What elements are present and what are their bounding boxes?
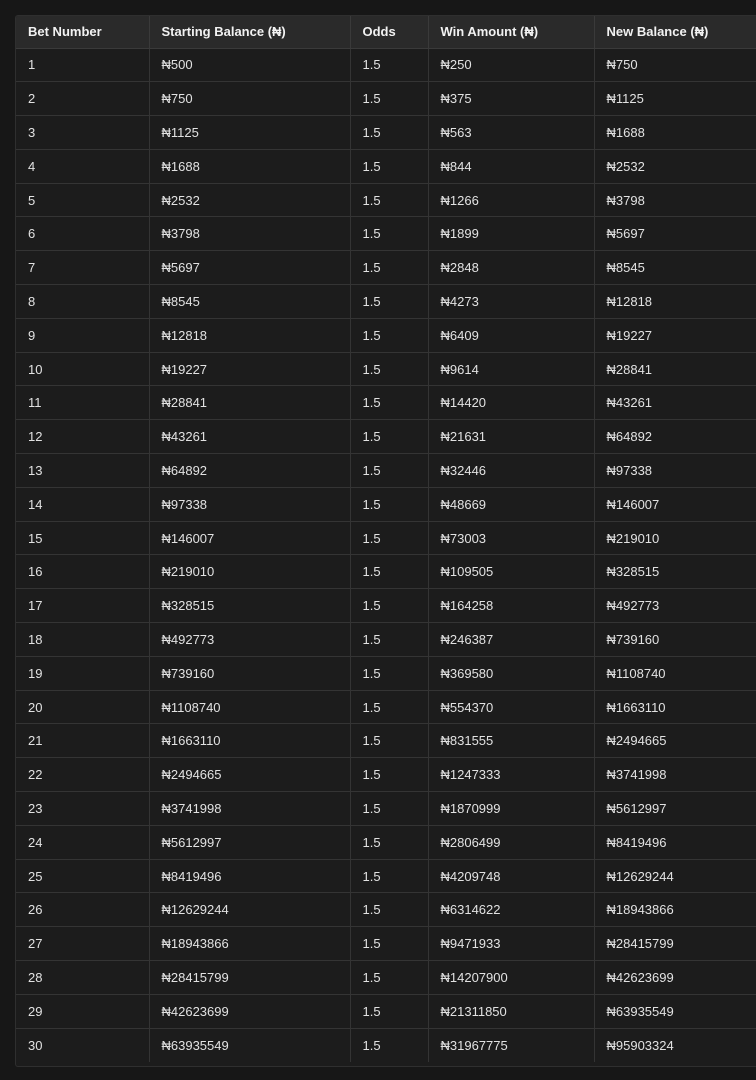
cell-win-amount: ₦2806499 bbox=[428, 825, 594, 859]
bet-table-container bbox=[15, 15, 756, 1067]
cell-new-balance: ₦64892 bbox=[594, 420, 756, 454]
cell-starting-balance: ₦219010 bbox=[149, 555, 350, 589]
table-row bbox=[16, 487, 756, 521]
cell-odds: 1.5 bbox=[350, 487, 428, 521]
cell-odds: 1.5 bbox=[350, 555, 428, 589]
cell-odds: 1.5 bbox=[350, 386, 428, 420]
cell-bet-number: 8 bbox=[16, 285, 149, 319]
cell-odds: 1.5 bbox=[350, 521, 428, 555]
table-row bbox=[16, 318, 756, 352]
cell-new-balance: ₦1125 bbox=[594, 82, 756, 116]
cell-starting-balance: ₦64892 bbox=[149, 454, 350, 488]
cell-bet-number: 23 bbox=[16, 792, 149, 826]
table-row bbox=[16, 420, 756, 454]
cell-odds: 1.5 bbox=[350, 825, 428, 859]
table-row bbox=[16, 183, 756, 217]
cell-win-amount: ₦563 bbox=[428, 116, 594, 150]
cell-win-amount: ₦4209748 bbox=[428, 859, 594, 893]
cell-bet-number: 16 bbox=[16, 555, 149, 589]
cell-starting-balance: ₦28841 bbox=[149, 386, 350, 420]
cell-odds: 1.5 bbox=[350, 352, 428, 386]
cell-win-amount: ₦1266 bbox=[428, 183, 594, 217]
cell-odds: 1.5 bbox=[350, 859, 428, 893]
cell-starting-balance: ₦750 bbox=[149, 82, 350, 116]
table-row bbox=[16, 521, 756, 555]
cell-bet-number: 12 bbox=[16, 420, 149, 454]
cell-bet-number: 22 bbox=[16, 758, 149, 792]
cell-bet-number: 29 bbox=[16, 994, 149, 1028]
cell-new-balance: ₦8545 bbox=[594, 251, 756, 285]
table-row bbox=[16, 149, 756, 183]
table-row bbox=[16, 285, 756, 319]
cell-starting-balance: ₦146007 bbox=[149, 521, 350, 555]
cell-win-amount: ₦9471933 bbox=[428, 927, 594, 961]
cell-odds: 1.5 bbox=[350, 623, 428, 657]
cell-odds: 1.5 bbox=[350, 217, 428, 251]
table-row bbox=[16, 1028, 756, 1062]
cell-win-amount: ₦21631 bbox=[428, 420, 594, 454]
cell-starting-balance: ₦2532 bbox=[149, 183, 350, 217]
cell-bet-number: 10 bbox=[16, 352, 149, 386]
cell-bet-number: 13 bbox=[16, 454, 149, 488]
cell-starting-balance: ₦2494665 bbox=[149, 758, 350, 792]
cell-bet-number: 30 bbox=[16, 1028, 149, 1062]
cell-win-amount: ₦6314622 bbox=[428, 893, 594, 927]
cell-odds: 1.5 bbox=[350, 116, 428, 150]
cell-bet-number: 24 bbox=[16, 825, 149, 859]
cell-win-amount: ₦375 bbox=[428, 82, 594, 116]
cell-odds: 1.5 bbox=[350, 758, 428, 792]
header-bet-number: Bet Number bbox=[16, 16, 149, 48]
cell-win-amount: ₦21311850 bbox=[428, 994, 594, 1028]
cell-odds: 1.5 bbox=[350, 285, 428, 319]
cell-new-balance: ₦328515 bbox=[594, 555, 756, 589]
cell-starting-balance: ₦1663110 bbox=[149, 724, 350, 758]
cell-win-amount: ₦6409 bbox=[428, 318, 594, 352]
cell-win-amount: ₦554370 bbox=[428, 690, 594, 724]
cell-win-amount: ₦73003 bbox=[428, 521, 594, 555]
table-row bbox=[16, 961, 756, 995]
cell-bet-number: 25 bbox=[16, 859, 149, 893]
table-row bbox=[16, 690, 756, 724]
cell-starting-balance: ₦1688 bbox=[149, 149, 350, 183]
cell-starting-balance: ₦18943866 bbox=[149, 927, 350, 961]
cell-starting-balance: ₦328515 bbox=[149, 589, 350, 623]
cell-odds: 1.5 bbox=[350, 251, 428, 285]
cell-new-balance: ₦492773 bbox=[594, 589, 756, 623]
cell-bet-number: 9 bbox=[16, 318, 149, 352]
cell-bet-number: 27 bbox=[16, 927, 149, 961]
table-row bbox=[16, 454, 756, 488]
bet-progression-table bbox=[16, 16, 756, 1062]
cell-win-amount: ₦32446 bbox=[428, 454, 594, 488]
cell-new-balance: ₦28415799 bbox=[594, 927, 756, 961]
cell-win-amount: ₦14420 bbox=[428, 386, 594, 420]
cell-bet-number: 11 bbox=[16, 386, 149, 420]
cell-win-amount: ₦844 bbox=[428, 149, 594, 183]
table-row bbox=[16, 589, 756, 623]
cell-new-balance: ₦12629244 bbox=[594, 859, 756, 893]
cell-new-balance: ₦3798 bbox=[594, 183, 756, 217]
cell-bet-number: 4 bbox=[16, 149, 149, 183]
cell-new-balance: ₦2532 bbox=[594, 149, 756, 183]
cell-bet-number: 3 bbox=[16, 116, 149, 150]
cell-starting-balance: ₦12629244 bbox=[149, 893, 350, 927]
cell-bet-number: 6 bbox=[16, 217, 149, 251]
cell-win-amount: ₦109505 bbox=[428, 555, 594, 589]
table-row bbox=[16, 386, 756, 420]
cell-bet-number: 28 bbox=[16, 961, 149, 995]
cell-win-amount: ₦2848 bbox=[428, 251, 594, 285]
table-row bbox=[16, 825, 756, 859]
cell-new-balance: ₦63935549 bbox=[594, 994, 756, 1028]
table-row bbox=[16, 48, 756, 82]
cell-new-balance: ₦750 bbox=[594, 48, 756, 82]
cell-starting-balance: ₦8419496 bbox=[149, 859, 350, 893]
cell-odds: 1.5 bbox=[350, 82, 428, 116]
table-row bbox=[16, 251, 756, 285]
cell-win-amount: ₦1247333 bbox=[428, 758, 594, 792]
cell-odds: 1.5 bbox=[350, 893, 428, 927]
cell-starting-balance: ₦12818 bbox=[149, 318, 350, 352]
cell-odds: 1.5 bbox=[350, 994, 428, 1028]
cell-new-balance: ₦95903324 bbox=[594, 1028, 756, 1062]
cell-bet-number: 21 bbox=[16, 724, 149, 758]
cell-win-amount: ₦31967775 bbox=[428, 1028, 594, 1062]
cell-win-amount: ₦9614 bbox=[428, 352, 594, 386]
table-row bbox=[16, 82, 756, 116]
table-row bbox=[16, 758, 756, 792]
cell-bet-number: 26 bbox=[16, 893, 149, 927]
table-row bbox=[16, 656, 756, 690]
cell-starting-balance: ₦97338 bbox=[149, 487, 350, 521]
header-win-amount: Win Amount (₦) bbox=[428, 16, 594, 48]
cell-bet-number: 17 bbox=[16, 589, 149, 623]
cell-starting-balance: ₦8545 bbox=[149, 285, 350, 319]
table-row bbox=[16, 994, 756, 1028]
cell-odds: 1.5 bbox=[350, 724, 428, 758]
header-row bbox=[16, 16, 756, 48]
cell-win-amount: ₦4273 bbox=[428, 285, 594, 319]
cell-new-balance: ₦5612997 bbox=[594, 792, 756, 826]
table-row bbox=[16, 623, 756, 657]
cell-win-amount: ₦369580 bbox=[428, 656, 594, 690]
cell-odds: 1.5 bbox=[350, 149, 428, 183]
cell-starting-balance: ₦739160 bbox=[149, 656, 350, 690]
cell-new-balance: ₦97338 bbox=[594, 454, 756, 488]
cell-odds: 1.5 bbox=[350, 690, 428, 724]
cell-starting-balance: ₦1108740 bbox=[149, 690, 350, 724]
cell-bet-number: 5 bbox=[16, 183, 149, 217]
cell-win-amount: ₦246387 bbox=[428, 623, 594, 657]
table-header bbox=[16, 16, 756, 48]
table-row bbox=[16, 792, 756, 826]
cell-starting-balance: ₦28415799 bbox=[149, 961, 350, 995]
cell-bet-number: 2 bbox=[16, 82, 149, 116]
cell-new-balance: ₦1108740 bbox=[594, 656, 756, 690]
cell-odds: 1.5 bbox=[350, 589, 428, 623]
cell-new-balance: ₦5697 bbox=[594, 217, 756, 251]
table-row bbox=[16, 116, 756, 150]
cell-starting-balance: ₦1125 bbox=[149, 116, 350, 150]
cell-starting-balance: ₦3741998 bbox=[149, 792, 350, 826]
cell-starting-balance: ₦63935549 bbox=[149, 1028, 350, 1062]
cell-starting-balance: ₦19227 bbox=[149, 352, 350, 386]
table-row bbox=[16, 893, 756, 927]
cell-bet-number: 19 bbox=[16, 656, 149, 690]
cell-new-balance: ₦219010 bbox=[594, 521, 756, 555]
cell-new-balance: ₦18943866 bbox=[594, 893, 756, 927]
table-row bbox=[16, 352, 756, 386]
cell-win-amount: ₦164258 bbox=[428, 589, 594, 623]
header-new-balance: New Balance (₦) bbox=[594, 16, 756, 48]
cell-odds: 1.5 bbox=[350, 420, 428, 454]
cell-win-amount: ₦1870999 bbox=[428, 792, 594, 826]
table-row bbox=[16, 724, 756, 758]
cell-starting-balance: ₦500 bbox=[149, 48, 350, 82]
cell-new-balance: ₦1663110 bbox=[594, 690, 756, 724]
table-row bbox=[16, 859, 756, 893]
cell-starting-balance: ₦42623699 bbox=[149, 994, 350, 1028]
cell-odds: 1.5 bbox=[350, 927, 428, 961]
cell-odds: 1.5 bbox=[350, 454, 428, 488]
cell-win-amount: ₦831555 bbox=[428, 724, 594, 758]
cell-starting-balance: ₦492773 bbox=[149, 623, 350, 657]
cell-starting-balance: ₦5697 bbox=[149, 251, 350, 285]
header-odds: Odds bbox=[350, 16, 428, 48]
cell-new-balance: ₦12818 bbox=[594, 285, 756, 319]
cell-new-balance: ₦739160 bbox=[594, 623, 756, 657]
cell-odds: 1.5 bbox=[350, 318, 428, 352]
cell-odds: 1.5 bbox=[350, 792, 428, 826]
cell-win-amount: ₦14207900 bbox=[428, 961, 594, 995]
header-starting-balance: Starting Balance (₦) bbox=[149, 16, 350, 48]
cell-new-balance: ₦8419496 bbox=[594, 825, 756, 859]
cell-bet-number: 1 bbox=[16, 48, 149, 82]
cell-bet-number: 18 bbox=[16, 623, 149, 657]
cell-starting-balance: ₦43261 bbox=[149, 420, 350, 454]
cell-odds: 1.5 bbox=[350, 1028, 428, 1062]
cell-new-balance: ₦19227 bbox=[594, 318, 756, 352]
table-row bbox=[16, 927, 756, 961]
table-body bbox=[16, 48, 756, 1062]
cell-starting-balance: ₦5612997 bbox=[149, 825, 350, 859]
cell-new-balance: ₦42623699 bbox=[594, 961, 756, 995]
cell-new-balance: ₦1688 bbox=[594, 116, 756, 150]
table-row bbox=[16, 555, 756, 589]
cell-new-balance: ₦43261 bbox=[594, 386, 756, 420]
cell-odds: 1.5 bbox=[350, 656, 428, 690]
cell-win-amount: ₦48669 bbox=[428, 487, 594, 521]
cell-new-balance: ₦28841 bbox=[594, 352, 756, 386]
cell-new-balance: ₦146007 bbox=[594, 487, 756, 521]
cell-odds: 1.5 bbox=[350, 183, 428, 217]
cell-bet-number: 14 bbox=[16, 487, 149, 521]
cell-starting-balance: ₦3798 bbox=[149, 217, 350, 251]
cell-bet-number: 7 bbox=[16, 251, 149, 285]
cell-win-amount: ₦1899 bbox=[428, 217, 594, 251]
cell-odds: 1.5 bbox=[350, 48, 428, 82]
cell-bet-number: 20 bbox=[16, 690, 149, 724]
cell-odds: 1.5 bbox=[350, 961, 428, 995]
cell-new-balance: ₦2494665 bbox=[594, 724, 756, 758]
cell-win-amount: ₦250 bbox=[428, 48, 594, 82]
cell-bet-number: 15 bbox=[16, 521, 149, 555]
table-row bbox=[16, 217, 756, 251]
cell-new-balance: ₦3741998 bbox=[594, 758, 756, 792]
